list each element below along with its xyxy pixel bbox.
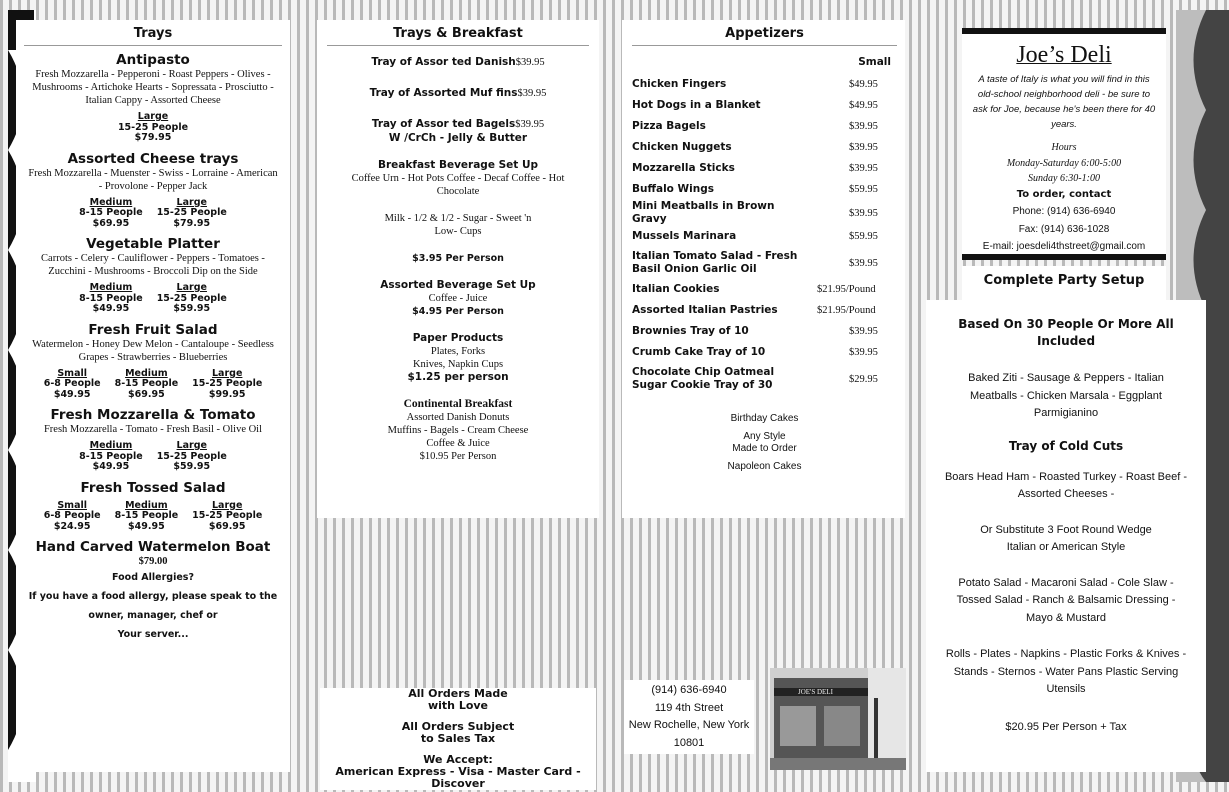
size-medium bbox=[79, 441, 143, 473]
size-price: $69.95 bbox=[128, 388, 165, 400]
note-cards: American Express - Visa - Master Card - Discover bbox=[335, 765, 581, 790]
appetizer-name: Mussels Marinara bbox=[632, 230, 737, 242]
item-name: Fresh Tossed Salad bbox=[80, 479, 226, 496]
size-name: Large bbox=[176, 282, 207, 293]
item-desc: Fresh Mozzarella - Muenster - Swiss - Lorraine - American - Provolone - Pepper Jack bbox=[28, 167, 278, 192]
appetizer-row bbox=[632, 200, 897, 226]
item-name: Fresh Mozzarella & Tomato bbox=[50, 407, 256, 423]
party-title: Complete Party Setup bbox=[983, 273, 1145, 288]
cakes-info bbox=[632, 413, 897, 473]
size-large bbox=[118, 112, 188, 144]
photo-sign: JOE'S DELI bbox=[798, 688, 833, 696]
party-setup-body bbox=[926, 300, 1206, 772]
size-large bbox=[192, 369, 262, 401]
appetizer-row bbox=[632, 74, 897, 95]
allergy-note: If you have a food allergy, please speak to the bbox=[28, 591, 278, 602]
tray-item bbox=[327, 52, 589, 70]
note-love: All Orders Made with Love bbox=[408, 687, 508, 712]
item-price: $79.00 bbox=[138, 556, 168, 567]
size-people: 15-25 People bbox=[117, 121, 189, 133]
size-name: Medium bbox=[89, 282, 133, 293]
tray-item bbox=[327, 114, 589, 145]
size-price: $49.95 bbox=[53, 388, 91, 400]
size-price: $24.95 bbox=[53, 520, 91, 532]
deli-name: Joe’s Deli bbox=[1016, 42, 1112, 68]
appetizers-panel bbox=[622, 20, 905, 518]
appetizer-price: $39.95 bbox=[849, 142, 878, 153]
party-hot-items: Baked Ziti - Sausage & Peppers - Italian Meatballs - Chicken Marsala - Eggplant Parmigianino bbox=[968, 372, 1164, 419]
cake-line: Napoleon Cakes bbox=[727, 461, 802, 472]
watermelon-boat-section bbox=[24, 539, 282, 644]
storefront-photo bbox=[770, 668, 906, 770]
size-name: Large bbox=[212, 367, 243, 379]
divider bbox=[327, 45, 589, 46]
size-price: $59.95 bbox=[173, 303, 211, 314]
tray-item bbox=[327, 83, 589, 101]
size-name: Large bbox=[212, 499, 243, 511]
item-name: Assorted Beverage Set Up bbox=[380, 279, 536, 291]
item-name: Antipasto bbox=[116, 52, 190, 68]
trays-panel bbox=[16, 20, 290, 772]
size-name: Medium bbox=[125, 499, 168, 511]
size-people: 8-15 People bbox=[114, 510, 179, 521]
size-name: Medium bbox=[89, 440, 133, 451]
appetizer-row bbox=[632, 321, 897, 342]
size-people: 8-15 People bbox=[79, 292, 143, 304]
cake-line: Any Style bbox=[743, 431, 786, 442]
breakfast-title: Trays & Breakfast bbox=[393, 26, 523, 41]
party-subtitle: Based On 30 People Or More All Included bbox=[958, 317, 1174, 348]
appetizer-name: Mozzarella Sticks bbox=[632, 162, 735, 174]
item-name: Tray of Assor ted Danish bbox=[371, 56, 516, 68]
appetizer-price: $39.95 bbox=[849, 257, 878, 269]
item-sub: W /CrCh - Jelly & Butter bbox=[388, 132, 528, 144]
continental-breakfast bbox=[327, 398, 589, 463]
salad-items: Potato Salad - Macaroni Salad - Cole Slaw - Tossed Salad - Ranch & Balsamic Dressing - Mayo & Mustard bbox=[956, 576, 1176, 624]
appetizer-price: $59.95 bbox=[849, 184, 878, 195]
deli-tagline: A taste of Italy is what you will find in this old-school neighborhood deli - be sure to ask for Joe, because he's been there for 40 years. bbox=[972, 74, 1156, 130]
mozzarella-section bbox=[24, 407, 282, 473]
top-bar bbox=[962, 28, 1166, 34]
deli-fax: Fax: (914) 636-1028 bbox=[1018, 223, 1110, 235]
deli-info-card bbox=[962, 28, 1166, 260]
appetizer-price: $39.95 bbox=[849, 347, 878, 358]
address-phone: (914) 636-6940 bbox=[651, 684, 727, 696]
size-price: $49.95 bbox=[92, 303, 130, 314]
appetizer-price: $21.95/Pound bbox=[817, 305, 876, 316]
note-tax: All Orders Subject to Sales Tax bbox=[401, 720, 515, 745]
item-name: Paper Products bbox=[412, 332, 504, 344]
item-price: $39.95 bbox=[515, 57, 545, 68]
address-block bbox=[624, 680, 754, 754]
appetizer-name: Buffalo Wings bbox=[632, 183, 714, 195]
item-desc: Carrots - Celery - Cauliflower - Peppers - Tomatoes - Zucchini - Mushrooms - Broccoli Dip on the Side bbox=[41, 253, 265, 277]
item-name: Assorted Cheese trays bbox=[67, 150, 239, 167]
appetizer-name: Italian Cookies bbox=[632, 283, 720, 295]
assorted-beverage bbox=[327, 279, 589, 318]
item-name: Breakfast Beverage Set Up bbox=[378, 159, 538, 171]
size-price: $49.95 bbox=[128, 520, 165, 532]
size-people: 15-25 People bbox=[156, 450, 227, 462]
size-large bbox=[192, 501, 262, 533]
size-price: $99.95 bbox=[208, 388, 246, 400]
hours-weekday: Monday-Saturday 6:00-5:00 bbox=[1006, 158, 1122, 169]
size-medium bbox=[79, 283, 143, 315]
item-desc: Milk - 1/2 & 1/2 - Sugar - Sweet 'n Low- Cups bbox=[384, 213, 532, 237]
size-small bbox=[44, 501, 101, 533]
size-people: 6-8 People bbox=[43, 378, 101, 389]
appetizer-price: $39.95 bbox=[849, 207, 878, 219]
size-people: 15-25 People bbox=[156, 292, 227, 304]
appetizer-name: Chocolate Chip Oatmeal Sugar Cookie Tray of 30 bbox=[632, 366, 775, 391]
size-people: 6-8 People bbox=[43, 510, 101, 521]
size-options bbox=[24, 369, 282, 401]
item-name: Tray of Assorted Muf fins bbox=[369, 87, 518, 99]
appetizer-price: $39.95 bbox=[849, 326, 878, 337]
allergy-note: Your server... bbox=[117, 629, 189, 640]
appetizer-price: $49.95 bbox=[849, 79, 878, 90]
item-name: Continental Breakfast bbox=[403, 398, 513, 410]
divider bbox=[632, 45, 897, 46]
appetizer-name: Mini Meatballs in Brown Gravy bbox=[632, 200, 775, 225]
item-price: $1.25 per person bbox=[407, 371, 509, 383]
item-name: Tray of Assor ted Bagels bbox=[371, 118, 516, 130]
size-options bbox=[24, 112, 282, 144]
size-price: $69.95 bbox=[208, 520, 246, 532]
hours-title: Hours bbox=[1051, 142, 1077, 153]
size-options bbox=[24, 283, 282, 315]
item-price: $10.95 Per Person bbox=[419, 451, 497, 462]
item-desc: Coffee - Juice bbox=[428, 293, 488, 304]
item-desc: Coffee & Juice bbox=[426, 438, 490, 449]
tossed-salad-section bbox=[24, 480, 282, 533]
cold-cuts-items: Boars Head Ham - Roasted Turkey - Roast Beef - Assorted Cheeses - bbox=[944, 470, 1188, 500]
cold-cuts-title: Tray of Cold Cuts bbox=[1008, 438, 1124, 453]
appetizer-price: $39.95 bbox=[849, 163, 878, 174]
size-name: Large bbox=[176, 196, 207, 208]
antipasto-section bbox=[24, 52, 282, 144]
appetizer-row bbox=[632, 116, 897, 137]
size-price: $69.95 bbox=[92, 217, 130, 229]
size-people: 15-25 People bbox=[192, 510, 263, 521]
size-people: 8-15 People bbox=[79, 207, 143, 218]
size-price: $79.95 bbox=[134, 132, 172, 143]
appetizer-price: $29.95 bbox=[849, 373, 878, 385]
address-city: New Rochelle, New York bbox=[628, 719, 750, 731]
appetizer-name: Crumb Cake Tray of 10 bbox=[632, 346, 766, 358]
size-large bbox=[157, 283, 227, 315]
appetizer-name: Chicken Fingers bbox=[632, 78, 727, 90]
appetizer-row bbox=[632, 179, 897, 200]
item-price: $39.95 bbox=[515, 119, 545, 130]
appetizer-name: Brownies Tray of 10 bbox=[632, 325, 749, 337]
appetizers-title: Appetizers bbox=[725, 26, 804, 41]
size-price: $79.95 bbox=[173, 217, 211, 229]
size-large bbox=[157, 198, 227, 230]
appetizer-row bbox=[632, 226, 897, 247]
size-small bbox=[44, 369, 101, 401]
appetizer-name: Hot Dogs in a Blanket bbox=[632, 99, 761, 111]
party-price: $20.95 Per Person + Tax bbox=[1005, 720, 1127, 733]
size-people: 15-25 People bbox=[156, 207, 227, 218]
size-people: 15-25 People bbox=[192, 378, 263, 389]
size-name: Large bbox=[176, 440, 207, 451]
appetizer-row bbox=[632, 158, 897, 179]
item-desc: Fresh Mozzarella - Pepperoni - Roast Peppers - Olives - Mushrooms - Artichoke Hearts - Sopressata - Prosciutto - Italian Cappy - Assorted Cheese bbox=[32, 69, 274, 106]
hours-sunday: Sunday 6:30-1:00 bbox=[1028, 173, 1100, 184]
trays-title: Trays bbox=[133, 26, 173, 41]
note-accept: We Accept: bbox=[423, 753, 493, 766]
item-name: Fresh Fruit Salad bbox=[88, 321, 218, 338]
address-street: 119 4th Street bbox=[654, 701, 724, 714]
party-setup-panel bbox=[962, 266, 1166, 300]
wedge-option: Or Substitute 3 Foot Round Wedge Italian or American Style bbox=[980, 523, 1152, 553]
appetizer-list bbox=[632, 74, 897, 395]
appetizer-price: $49.95 bbox=[849, 100, 878, 111]
item-desc: Coffee Urn - Hot Pots Coffee - Decaf Coffee - Hot Chocolate bbox=[351, 173, 565, 197]
paper-products bbox=[327, 332, 589, 384]
deli-phone: Phone: (914) 636-6940 bbox=[1012, 206, 1116, 217]
size-name: Medium bbox=[89, 196, 133, 208]
size-name: Large bbox=[137, 111, 169, 122]
appetizer-name: Pizza Bagels bbox=[632, 120, 706, 132]
item-desc: Assorted Danish Donuts bbox=[406, 412, 510, 423]
order-contact: To order, contact bbox=[1016, 189, 1112, 200]
item-name: Vegetable Platter bbox=[86, 236, 220, 252]
size-options bbox=[24, 501, 282, 533]
size-medium bbox=[79, 198, 143, 230]
item-price: $4.95 Per Person bbox=[412, 306, 504, 317]
breakfast-panel bbox=[317, 20, 599, 518]
appetizer-name: Chicken Nuggets bbox=[632, 141, 732, 153]
size-people: 8-15 People bbox=[79, 450, 143, 462]
size-price: $59.95 bbox=[173, 461, 211, 472]
cheese-section bbox=[24, 151, 282, 230]
size-medium bbox=[115, 369, 179, 401]
appetizer-price: $39.95 bbox=[849, 121, 878, 132]
allergy-note: owner, manager, chef or bbox=[88, 610, 218, 621]
cake-line: Made to Order bbox=[732, 443, 797, 454]
size-name: Small bbox=[57, 499, 87, 511]
item-desc: Knives, Napkin Cups bbox=[412, 359, 504, 370]
size-medium bbox=[115, 501, 179, 533]
item-price: $39.95 bbox=[517, 88, 547, 99]
item-desc: Watermelon - Honey Dew Melon - Cantaloupe - Seedless Grapes - Strawberries - Blueberries bbox=[32, 338, 274, 363]
size-price: $49.95 bbox=[92, 461, 130, 472]
appetizer-name: Italian Tomato Salad - Fresh Basil Onion Garlic Oil bbox=[632, 250, 798, 275]
supply-items: Rolls - Plates - Napkins - Plastic Forks & Knives - Stands - Sternos - Water Pans Plastic Serving Utensils bbox=[945, 648, 1187, 695]
appetizer-price: $21.95/Pound bbox=[817, 284, 876, 295]
size-large bbox=[157, 441, 227, 473]
vegetable-section bbox=[24, 236, 282, 315]
appetizer-row bbox=[632, 279, 897, 300]
size-label: Small bbox=[858, 56, 891, 68]
appetizer-row bbox=[632, 363, 897, 395]
appetizer-row bbox=[632, 342, 897, 363]
size-people: 8-15 People bbox=[114, 378, 179, 389]
beverage-setup bbox=[327, 159, 589, 265]
cake-line: Birthday Cakes bbox=[730, 413, 799, 424]
fruit-section bbox=[24, 322, 282, 401]
address-zip: 10801 bbox=[673, 736, 705, 749]
item-price: $3.95 Per Person bbox=[412, 253, 504, 264]
deli-email: E-mail: joesdeli4thstreet@gmail.com bbox=[982, 241, 1146, 252]
order-notes bbox=[320, 688, 596, 790]
appetizer-row bbox=[632, 300, 897, 321]
appetizer-name: Assorted Italian Pastries bbox=[632, 304, 778, 316]
divider bbox=[24, 45, 282, 46]
bottom-bar bbox=[962, 254, 1166, 260]
appetizer-row bbox=[632, 247, 897, 279]
appetizer-price: $59.95 bbox=[849, 231, 878, 242]
appetizer-row bbox=[632, 95, 897, 116]
size-header bbox=[632, 52, 897, 70]
size-options bbox=[24, 441, 282, 473]
size-name: Small bbox=[57, 367, 87, 379]
size-options bbox=[24, 198, 282, 230]
item-desc: Muffins - Bagels - Cream Cheese bbox=[387, 425, 529, 436]
item-desc: Fresh Mozzarella - Tomato - Fresh Basil - Olive Oil bbox=[43, 424, 263, 435]
size-name: Medium bbox=[125, 367, 168, 379]
appetizer-row bbox=[632, 137, 897, 158]
item-name: Hand Carved Watermelon Boat bbox=[35, 539, 271, 555]
allergy-note: Food Allergies? bbox=[112, 572, 194, 583]
item-desc: Plates, Forks bbox=[430, 346, 486, 357]
